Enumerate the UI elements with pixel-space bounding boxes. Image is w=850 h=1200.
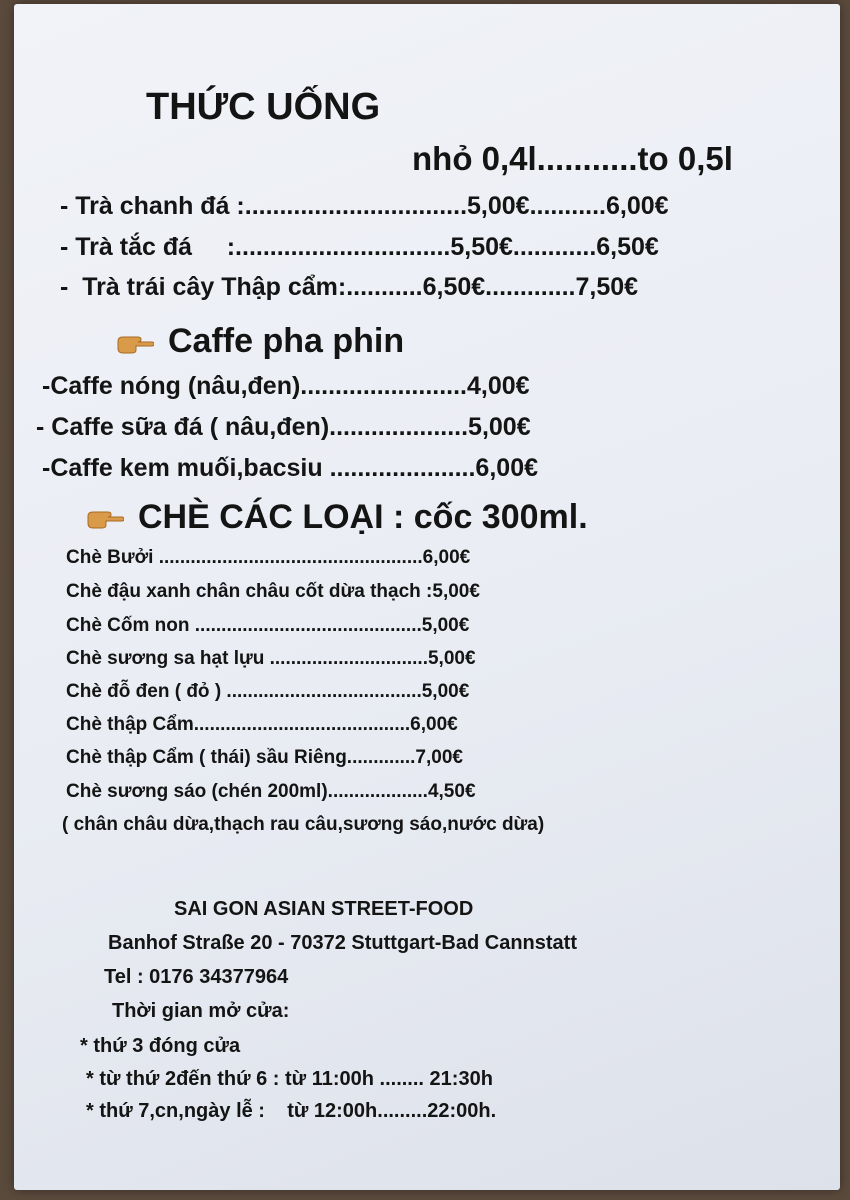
pointing-hand-icon — [116, 333, 154, 355]
coffee-heading: Caffe pha phin — [168, 322, 405, 360]
pointing-hand-icon — [86, 508, 124, 530]
tea-item: - Trà chanh đá :................................5,00€...........6,00€ — [60, 192, 669, 220]
size-header: nhỏ 0,4l...........to 0,5l — [412, 140, 733, 177]
coffee-item: -Caffe nóng (nâu,đen)........................4,00€ — [42, 372, 530, 400]
menu-sheet — [14, 4, 840, 1190]
coffee-item: -Caffe kem muối,bacsiu .....................6,00€ — [42, 454, 538, 482]
tea-item: - Trà tắc đá :...............................5,50€............6,50€ — [60, 233, 659, 261]
menu-title: THỨC UỐNG — [146, 86, 381, 128]
che-item: Chè đậu xanh chân châu cốt dừa thạch :5,00€ — [66, 581, 480, 602]
che-item: Chè thập Cẩm ( thái) sầu Riêng.............7,00€ — [66, 747, 463, 768]
opening-hours-label: Thời gian mở cửa: — [112, 1000, 290, 1022]
restaurant-address: Banhof Straße 20 - 70372 Stuttgart-Bad Cannstatt — [108, 932, 577, 954]
che-heading: CHÈ CÁC LOẠI : cốc 300ml. — [138, 498, 588, 536]
che-item: Chè Bưởi ..................................................6,00€ — [66, 547, 471, 568]
restaurant-name: SAI GON ASIAN STREET-FOOD — [174, 898, 474, 920]
opening-hours-line: * thứ 7,cn,ngày lễ : từ 12:00h.........22:00h. — [86, 1100, 497, 1122]
che-item: Chè sương sa hạt lựu ..............................5,00€ — [66, 648, 476, 669]
opening-hours-line: * từ thứ 2đến thứ 6 : từ 11:00h ........ 21:30h — [86, 1068, 493, 1090]
che-item: Chè thập Cẩm.........................................6,00€ — [66, 714, 458, 735]
che-item: Chè đỗ đen ( đỏ ) .....................................5,00€ — [66, 681, 470, 702]
che-note: ( chân châu dừa,thạch rau câu,sương sáo,nước dừa) — [62, 814, 545, 835]
tea-item: - Trà trái cây Thập cẩm:...........6,50€.............7,50€ — [60, 273, 639, 301]
coffee-item: - Caffe sữa đá ( nâu,đen)....................5,00€ — [36, 413, 531, 441]
opening-hours-line: * thứ 3 đóng cửa — [80, 1035, 241, 1057]
che-item: Chè Cốm non ...........................................5,00€ — [66, 615, 470, 636]
che-item: Chè sương sáo (chén 200ml)...................4,50€ — [66, 781, 476, 802]
restaurant-phone: Tel : 0176 34377964 — [104, 966, 289, 988]
